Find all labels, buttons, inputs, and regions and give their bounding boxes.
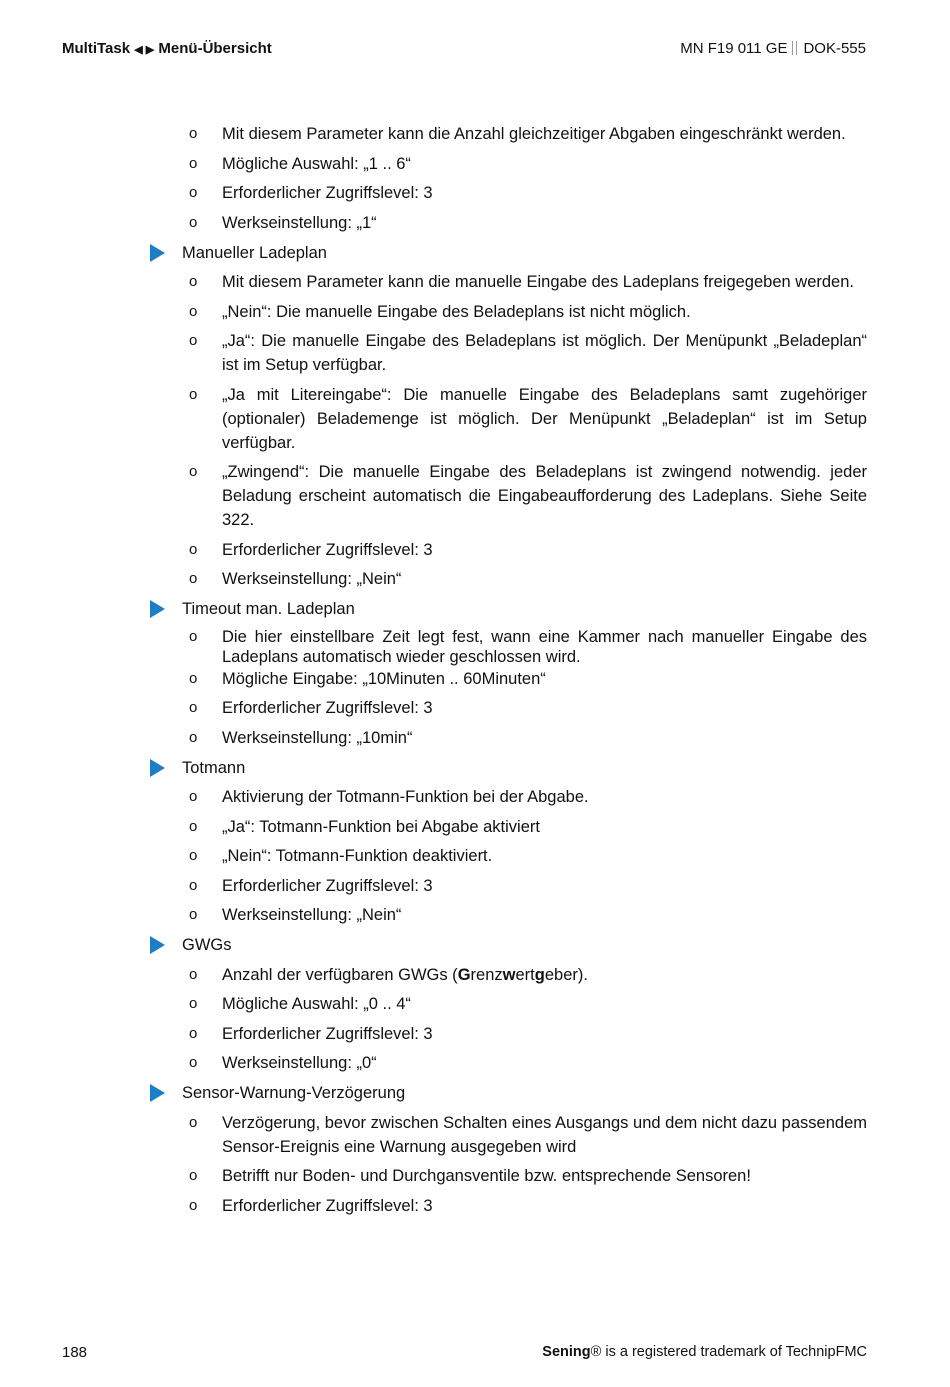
section-heading-text: Sensor-Warnung-Verzögerung: [182, 1084, 406, 1102]
circle-bullet-icon: o: [189, 1196, 198, 1214]
list-item-text: Werkseinstellung: „Nein“: [222, 570, 402, 588]
list-item: [189, 815, 867, 839]
circle-bullet-icon: o: [189, 699, 198, 716]
list-item: [189, 181, 867, 205]
page-number: 188: [62, 1344, 88, 1361]
blue-arrow-bullet-icon: [150, 244, 165, 262]
page-footer: [62, 1344, 867, 1364]
header-doc-id: DOK-555: [803, 40, 866, 57]
section-heading: [182, 933, 950, 957]
list-item: [189, 726, 867, 750]
list-item-text: „Zwingend“: Die manuelle Eingabe des Beladeplans ist zwingend notwendig. jeder Beladung erscheint automatisch die Eingabeaufforderung des Ladeplans. Siehe Seite 322.: [222, 463, 867, 529]
list-item: [189, 300, 867, 324]
list-item: [189, 1111, 867, 1159]
list-item-text: Werkseinstellung: „10min“: [222, 728, 413, 747]
circle-bullet-icon: o: [189, 125, 198, 142]
list-item: [189, 122, 867, 146]
circle-bullet-icon: o: [189, 540, 198, 558]
list-item-text: „Nein“: Die manuelle Eingabe des Beladeplans ist nicht möglich.: [222, 302, 691, 321]
list-item: [189, 1194, 867, 1218]
list-item-text: „Ja“: Totmann-Funktion bei Abgabe aktiviert: [222, 817, 540, 836]
list-item: [189, 785, 867, 809]
circle-bullet-icon: o: [189, 995, 198, 1012]
section-heading-text: Totmann: [182, 758, 246, 777]
list-item-text: Mit diesem Parameter kann die Anzahl gleichzeitiger Abgaben eingeschränkt werden.: [222, 125, 846, 143]
document-body: [0, 122, 950, 1223]
list-item: [189, 963, 867, 987]
circle-bullet-icon: o: [189, 332, 198, 349]
header-app-name: MultiTask: [62, 40, 131, 57]
section-heading-text: Manueller Ladeplan: [182, 243, 327, 262]
circle-bullet-icon: o: [189, 570, 198, 587]
list-item-text: Mit diesem Parameter kann die manuelle Eingabe des Ladeplans freigegeben werden.: [222, 273, 854, 291]
list-item: [189, 874, 867, 898]
list-item-text: Mögliche Eingabe: „10Minuten .. 60Minuten“: [222, 669, 546, 688]
circle-bullet-icon: o: [189, 1113, 198, 1131]
circle-bullet-icon: o: [189, 1024, 198, 1042]
blue-arrow-bullet-icon: [150, 1084, 165, 1102]
list-item: [189, 211, 867, 235]
trademark-notice: [542, 1344, 867, 1360]
section-heading: [182, 241, 950, 265]
separator-icon: [792, 41, 797, 55]
circle-bullet-icon: o: [189, 847, 198, 864]
header-doc-number: MN F19 011 GE: [680, 40, 788, 57]
list-item-text: „Ja“: Die manuelle Eingabe des Beladeplans ist möglich. Der Menüpunkt „Beladeplan“ ist im Setup verfügbar.: [222, 332, 867, 374]
section-heading: [182, 756, 950, 780]
section-heading-text: Timeout man. Ladeplan: [182, 600, 355, 618]
list-item-text: Erforderlicher Zugriffslevel: 3: [222, 540, 433, 559]
trademark-text: ® is a registered trademark of TechnipFMC: [590, 1344, 867, 1360]
circle-bullet-icon: o: [189, 213, 198, 231]
list-item: [189, 152, 867, 176]
list-item-text: Betrifft nur Boden- und Durchgansventile bzw. entsprechende Sensoren!: [222, 1167, 751, 1185]
list-item-text: Mögliche Auswahl: „1 .. 6“: [222, 154, 411, 173]
circle-bullet-icon: o: [189, 627, 198, 645]
list-item-text: Werkseinstellung: „0“: [222, 1054, 377, 1072]
list-item-text: Erforderlicher Zugriffslevel: 3: [222, 699, 433, 717]
section-heading: [182, 597, 950, 621]
trademark-brand: Sening: [542, 1344, 591, 1360]
circle-bullet-icon: o: [189, 273, 198, 290]
list-item-text: Anzahl der verfügbaren GWGs (Grenzwertgeber).: [222, 965, 588, 984]
circle-bullet-icon: o: [189, 1054, 198, 1071]
section-heading-text: GWGs: [182, 936, 232, 954]
header-title: [62, 40, 272, 57]
list-item: [189, 844, 867, 868]
list-item-text: Verzögerung, bevor zwischen Schalten eines Ausgangs und dem nicht dazu passendem Sensor-Ereignis eine Warnung ausgegeben wird: [222, 1113, 867, 1156]
circle-bullet-icon: o: [189, 728, 198, 746]
list-item-text: Erforderlicher Zugriffslevel: 3: [222, 876, 433, 895]
circle-bullet-icon: o: [189, 669, 198, 687]
list-item-text: Aktivierung der Totmann-Funktion bei der Abgabe.: [222, 788, 589, 806]
header-section-name: Menü-Übersicht: [158, 40, 272, 57]
list-item-text: Die hier einstellbare Zeit legt fest, wann eine Kammer nach manueller Eingabe des Ladeplans automatisch wieder geschlossen wird.: [222, 627, 867, 666]
header-doc-info: [680, 40, 866, 57]
list-item-text: Erforderlicher Zugriffslevel: 3: [222, 1024, 433, 1043]
list-item: [189, 329, 867, 377]
circle-bullet-icon: o: [189, 965, 198, 983]
page-header: [62, 40, 866, 62]
list-item: [189, 1051, 867, 1075]
circle-bullet-icon: o: [189, 463, 198, 480]
circle-bullet-icon: o: [189, 385, 198, 403]
list-item-text: „Ja mit Litereingabe“: Die manuelle Eingabe des Beladeplans samt zugehöriger (optionaler) Belademenge ist möglich. Der Menüpunkt „Beladeplan“ ist im Setup verfügbar.: [222, 385, 867, 452]
list-item: [189, 1164, 867, 1188]
circle-bullet-icon: o: [189, 906, 198, 923]
blue-arrow-bullet-icon: [150, 936, 165, 954]
list-item: [189, 667, 867, 691]
circle-bullet-icon: o: [189, 817, 198, 835]
list-item-text: Erforderlicher Zugriffslevel: 3: [222, 1196, 433, 1215]
blue-arrow-bullet-icon: [150, 759, 165, 777]
blue-arrow-bullet-icon: [150, 600, 165, 618]
circle-bullet-icon: o: [189, 876, 198, 894]
list-item-text: Werkseinstellung: „Nein“: [222, 906, 402, 924]
list-item: [189, 567, 867, 591]
section-heading: [182, 1081, 950, 1105]
circle-bullet-icon: o: [189, 1167, 198, 1184]
list-item-text: Werkseinstellung: „1“: [222, 213, 377, 232]
circle-bullet-icon: o: [189, 302, 198, 320]
list-item: [189, 992, 867, 1016]
list-item: [189, 696, 867, 720]
list-item: [189, 383, 867, 455]
list-item: [189, 1022, 867, 1046]
list-item: [189, 460, 867, 532]
list-item: [189, 627, 867, 667]
circle-bullet-icon: o: [189, 788, 198, 805]
circle-bullet-icon: o: [189, 154, 198, 172]
list-item: [189, 270, 867, 294]
list-item: [189, 538, 867, 562]
list-item-text: „Nein“: Totmann-Funktion deaktiviert.: [222, 847, 493, 865]
list-item: [189, 903, 867, 927]
circle-bullet-icon: o: [189, 184, 198, 201]
list-item-text: Erforderlicher Zugriffslevel: 3: [222, 184, 433, 202]
nav-arrows-icon: ◀ ▶: [134, 44, 155, 56]
list-item-text: Mögliche Auswahl: „0 .. 4“: [222, 995, 411, 1013]
